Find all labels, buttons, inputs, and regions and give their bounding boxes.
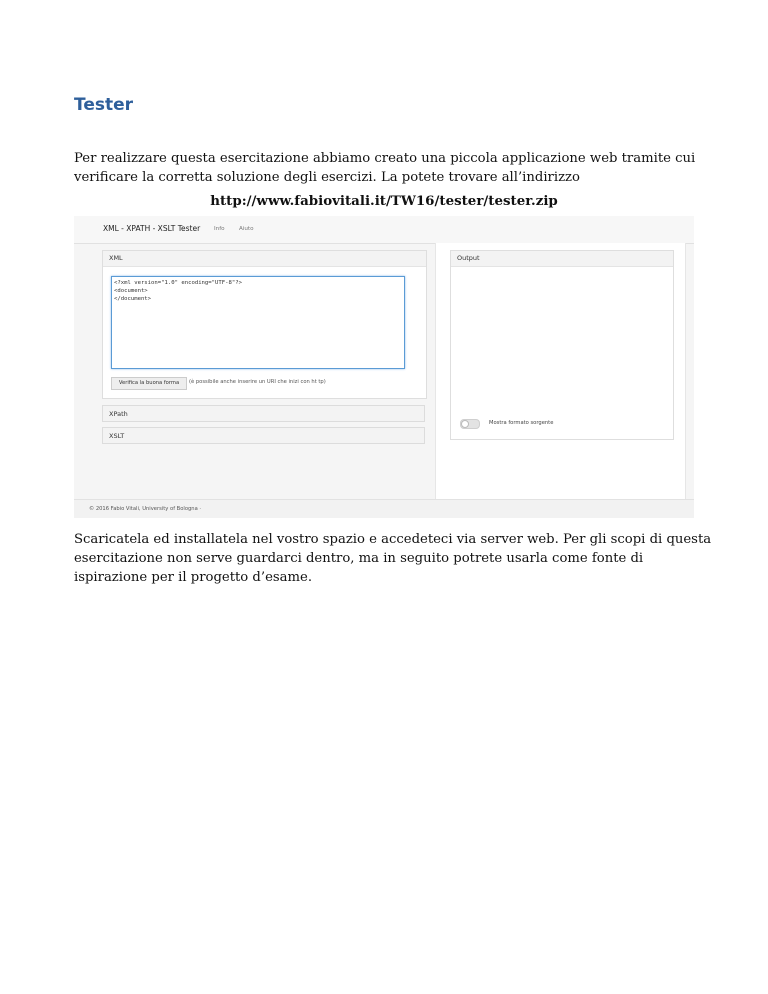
toggle-knob xyxy=(461,420,469,428)
section-heading: Tester xyxy=(74,95,134,115)
outro-paragraph: Scaricatela ed installatela nel vostro spazio e accedeteci via server web. Per gli scopi di questa esercitazione non serve guardarci dentro, ma in seguito potrete usarla come fonte di ispirazione per il progetto d’esame. xyxy=(74,532,712,585)
xslt-panel-header[interactable]: XSLT xyxy=(102,427,425,444)
xml-editor[interactable]: <?xml version="1.0" encoding="UTF-8"?> <document> </document> xyxy=(111,276,405,369)
check-wellformed-button[interactable]: Verifica la buona forma xyxy=(111,377,187,390)
nav-aiuto-link[interactable]: Aiuto xyxy=(239,226,254,232)
tester-screenshot xyxy=(74,216,694,518)
navbar xyxy=(74,216,694,244)
xml-panel xyxy=(102,250,427,399)
intro-paragraph: Per realizzare questa esercitazione abbiamo creato una piccola applicazione web tramite cui verificare la corretta soluzione degli esercizi. La potete trovare all’indirizzo xyxy=(74,151,696,185)
app-brand[interactable]: XML - XPATH - XSLT Tester xyxy=(103,224,201,233)
check-hint: (è possibile anche inserire un URI che inizi con ht tp) xyxy=(189,379,326,385)
toggle-label: Mostra formato sorgente xyxy=(489,420,554,426)
xpath-panel-header[interactable]: XPath xyxy=(102,405,425,422)
download-url[interactable]: http://www.fabiovitali.it/TW16/tester/tester.zip xyxy=(210,193,558,209)
nav-info-link[interactable]: Info xyxy=(214,226,225,232)
source-format-toggle[interactable] xyxy=(460,419,480,429)
output-panel-title: Output xyxy=(451,251,673,267)
output-panel xyxy=(450,250,674,440)
xml-panel-title: XML xyxy=(103,251,426,267)
app-footer: © 2016 Fabio Vitali, University of Bologna · xyxy=(74,499,694,518)
